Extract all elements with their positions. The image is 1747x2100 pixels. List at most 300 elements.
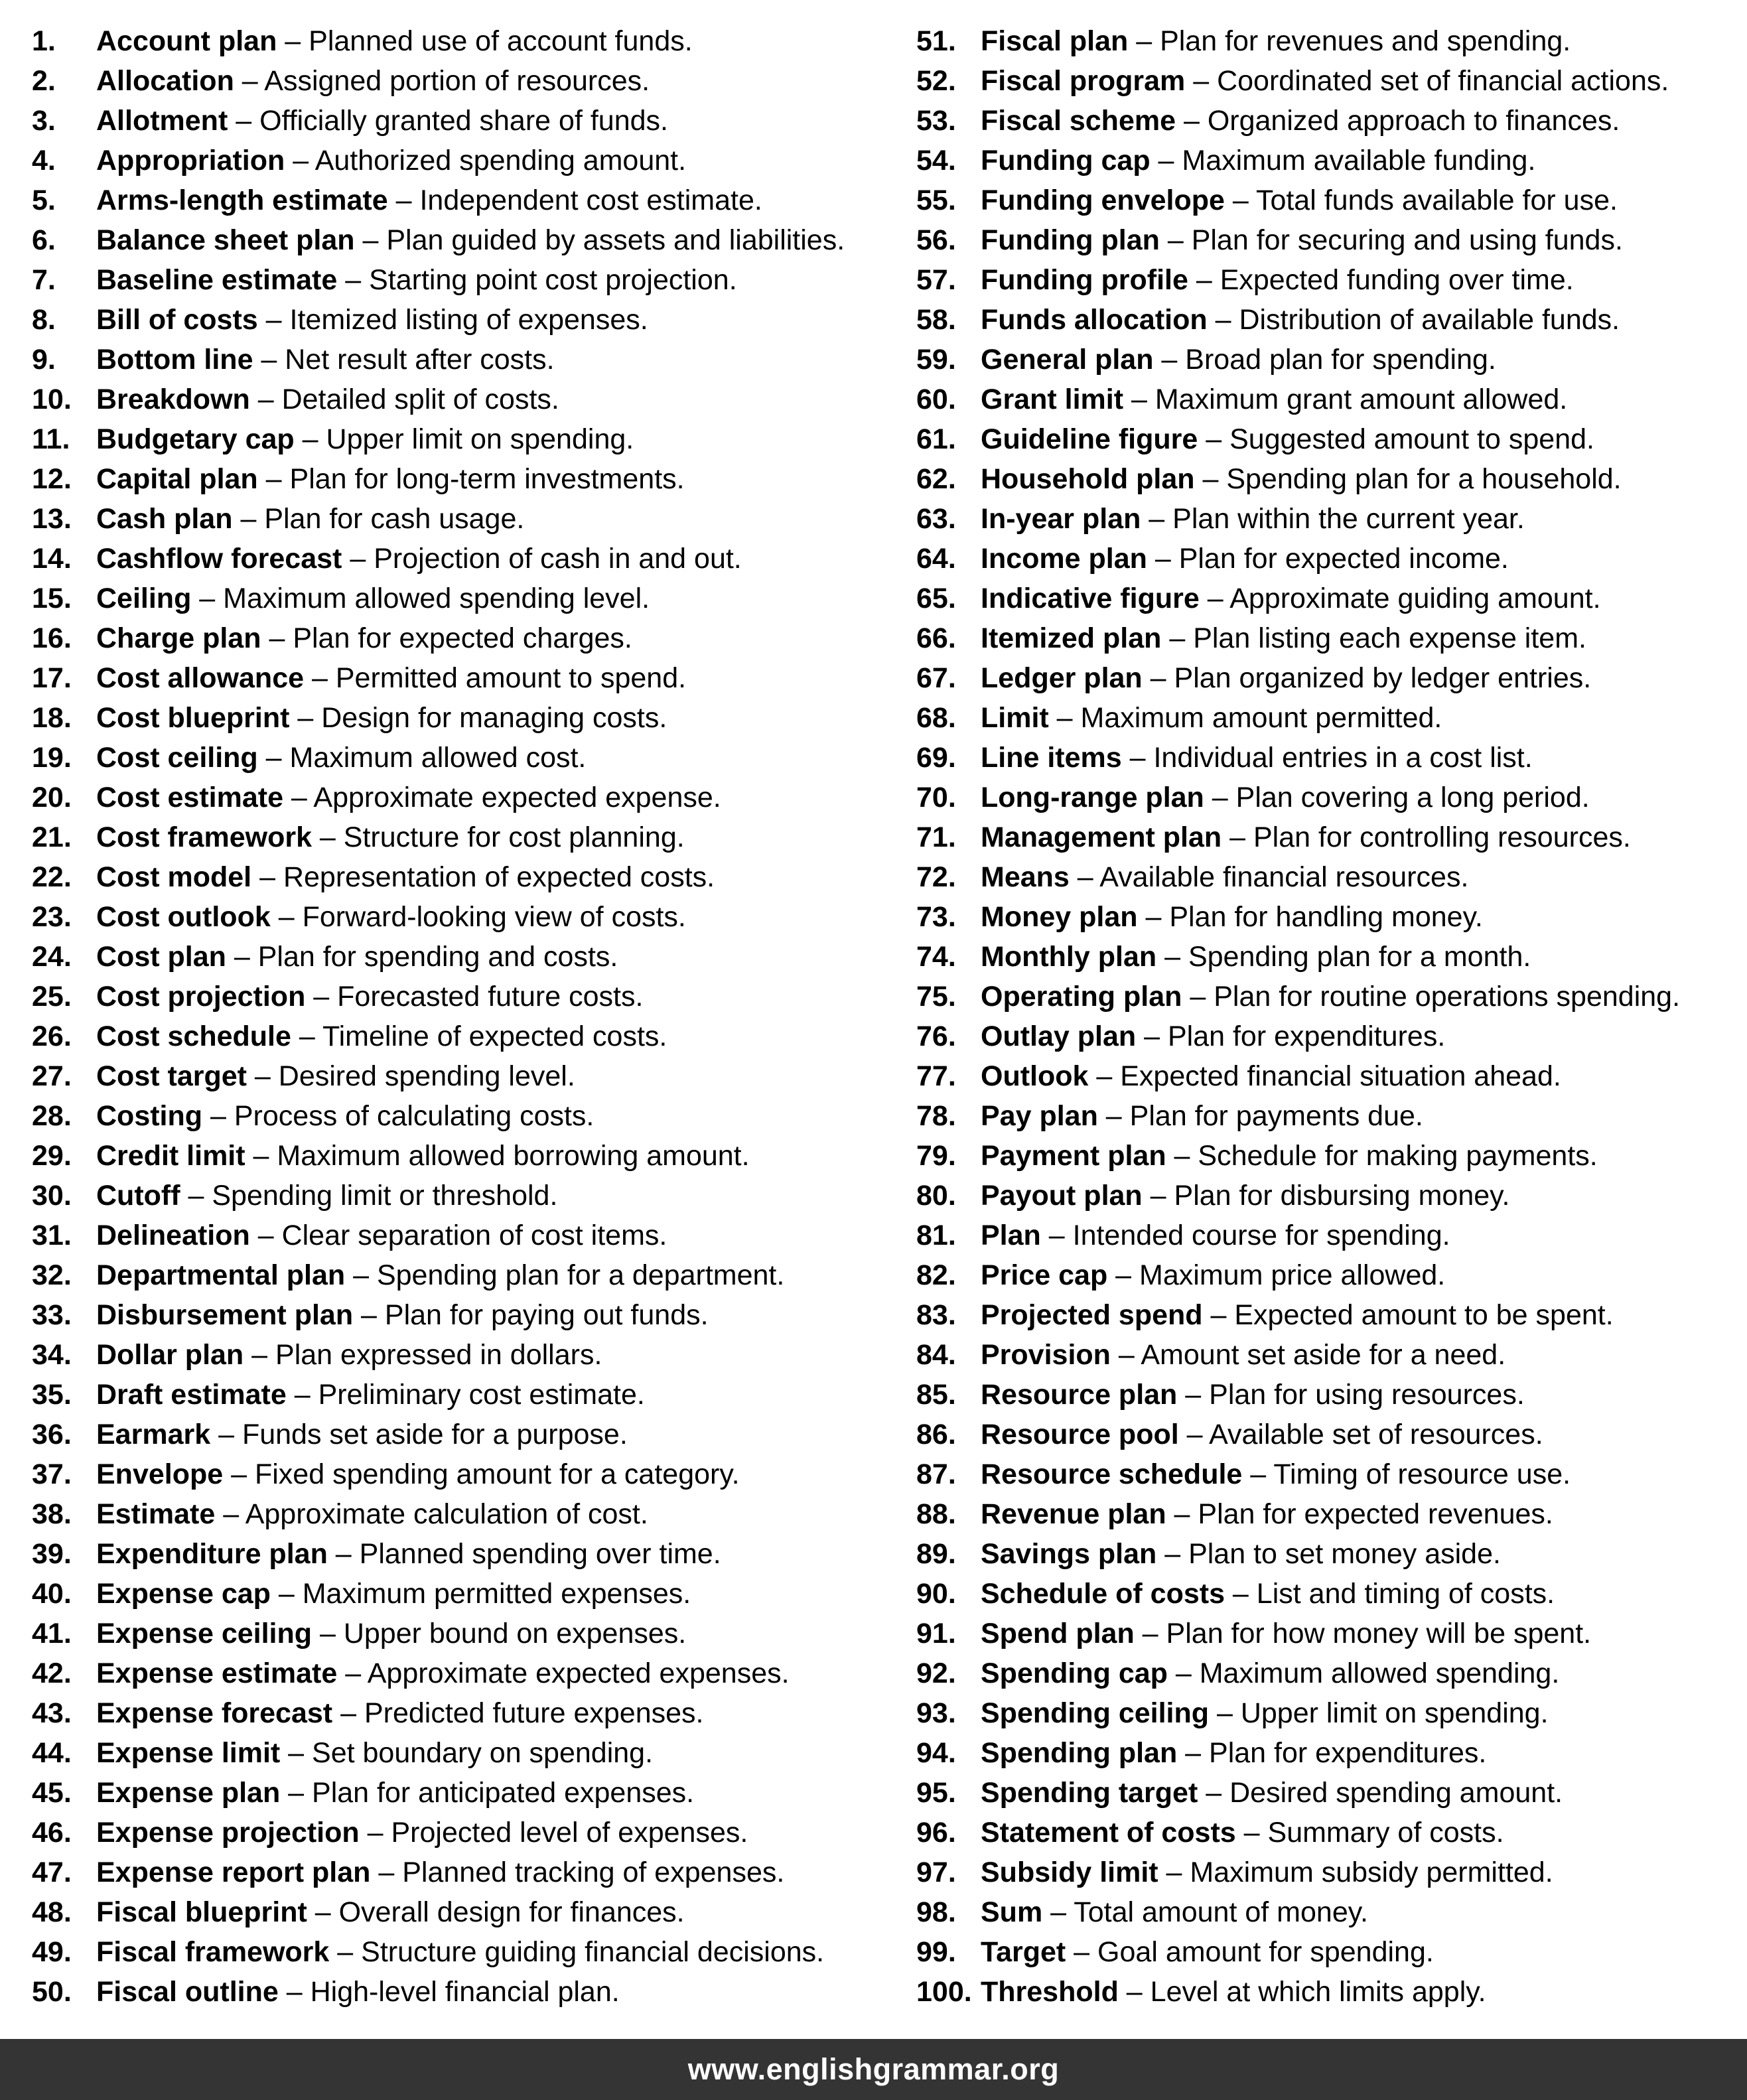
item-separator: – [1088, 1060, 1121, 1092]
item-separator: – [280, 1777, 313, 1809]
item-term: Sum [981, 1896, 1043, 1928]
item-text [981, 658, 1591, 698]
list-item [32, 1653, 873, 1693]
item-number: 94. [916, 1737, 956, 1769]
item-term: Draft estimate [96, 1379, 287, 1411]
item-text [96, 1932, 824, 1972]
list-item [32, 658, 873, 698]
item-definition: Coordinated set of financial actions. [1217, 65, 1669, 97]
item-number: 83. [916, 1299, 956, 1331]
item-separator: – [1097, 1100, 1130, 1132]
item-text [96, 1693, 703, 1733]
item-number: 9. [32, 344, 56, 376]
item-number: 85. [916, 1379, 956, 1411]
list-item [32, 459, 873, 499]
item-definition: Available set of resources. [1209, 1419, 1543, 1450]
item-definition: Process of calculating costs. [234, 1100, 594, 1132]
item-text [981, 459, 1622, 499]
item-term: Disbursement plan [96, 1299, 354, 1331]
item-definition: Plan for controlling resources. [1253, 821, 1631, 853]
item-term: Envelope [96, 1458, 224, 1490]
item-term: In-year plan [981, 503, 1141, 535]
list-item [32, 61, 873, 101]
item-number: 65. [916, 583, 956, 614]
item-separator: – [312, 1618, 344, 1649]
item-separator: – [1167, 1657, 1200, 1689]
item-text [96, 1534, 721, 1574]
item-separator: – [1207, 304, 1239, 336]
item-text [96, 419, 634, 459]
item-text [96, 658, 686, 698]
item-definition: Planned use of account funds. [309, 25, 693, 57]
item-definition: Design for managing costs. [321, 702, 667, 734]
item-term: Cost allowance [96, 662, 305, 694]
item-number: 20. [32, 782, 72, 813]
item-definition: Broad plan for spending. [1185, 344, 1496, 376]
item-separator: – [180, 1180, 212, 1212]
list-item [32, 579, 873, 618]
item-term: Arms-length estimate [96, 184, 388, 216]
item-text [981, 857, 1468, 897]
item-term: Household plan [981, 463, 1195, 495]
item-definition: Authorized spending amount. [314, 145, 687, 176]
item-definition: Level at which limits apply. [1150, 1976, 1486, 2008]
list-item [916, 101, 1747, 141]
item-separator: – [1147, 543, 1179, 575]
item-number: 39. [32, 1538, 72, 1570]
item-text [981, 21, 1571, 61]
list-item [32, 778, 873, 817]
item-separator: – [249, 1220, 282, 1251]
item-number: 50. [32, 1976, 72, 2008]
item-separator: – [232, 503, 265, 535]
item-separator: – [257, 463, 290, 495]
item-term: Funding cap [981, 145, 1151, 176]
list-item [916, 459, 1747, 499]
item-term: Resource pool [981, 1419, 1179, 1450]
item-text [96, 300, 648, 340]
item-number: 19. [32, 742, 72, 774]
item-definition: Plan for how money will be spent. [1166, 1618, 1592, 1649]
item-number: 63. [916, 503, 956, 535]
item-term: Subsidy limit [981, 1856, 1158, 1888]
item-definition: Spending limit or threshold. [212, 1180, 558, 1212]
item-term: Expense report plan [96, 1856, 371, 1888]
list-item [916, 1335, 1747, 1375]
item-number: 48. [32, 1896, 72, 1928]
item-separator: – [202, 1100, 234, 1132]
item-number: 35. [32, 1379, 72, 1411]
item-term: Line items [981, 742, 1122, 774]
item-separator: – [1224, 184, 1256, 216]
item-number: 28. [32, 1100, 72, 1132]
item-text [96, 220, 845, 260]
item-definition: Maximum available funding. [1182, 145, 1536, 176]
item-text [96, 618, 632, 658]
item-text [96, 778, 721, 817]
list-item [916, 698, 1747, 738]
item-definition: Overall design for finances. [338, 1896, 685, 1928]
item-text [96, 1335, 602, 1375]
item-separator: – [1158, 1856, 1190, 1888]
item-text [96, 1494, 648, 1534]
item-term: Balance sheet plan [96, 224, 355, 256]
item-term: Credit limit [96, 1140, 245, 1172]
item-number: 14. [32, 543, 72, 575]
item-number: 4. [32, 145, 56, 176]
item-text [96, 1176, 557, 1216]
item-text [96, 698, 667, 738]
item-definition: Fixed spending amount for a category. [254, 1458, 740, 1490]
list-item [32, 1415, 873, 1454]
item-number: 70. [916, 782, 956, 813]
item-text [981, 579, 1601, 618]
item-definition: Timeline of expected costs. [322, 1020, 667, 1052]
item-definition: Plan for disbursing money. [1174, 1180, 1510, 1212]
item-number: 100. [916, 1976, 972, 2008]
item-number: 13. [32, 503, 72, 535]
item-separator: – [307, 1896, 339, 1928]
item-definition: Plan for expected revenues. [1198, 1498, 1553, 1530]
item-number: 32. [32, 1259, 72, 1291]
item-term: Funding plan [981, 224, 1160, 256]
list-item [916, 1096, 1747, 1136]
item-text [981, 340, 1496, 380]
item-number: 7. [32, 264, 56, 296]
list-item [32, 1335, 873, 1375]
item-text [981, 1733, 1486, 1773]
item-term: Fiscal outline [96, 1976, 279, 2008]
item-term: Capital plan [96, 463, 258, 495]
item-term: Operating plan [981, 981, 1182, 1013]
item-number: 80. [916, 1180, 956, 1212]
item-term: Threshold [981, 1976, 1119, 2008]
item-separator: – [354, 224, 387, 256]
item-number: 95. [916, 1777, 956, 1809]
list-item [32, 539, 873, 579]
item-separator: – [1142, 1180, 1174, 1212]
item-separator: – [286, 1379, 318, 1411]
item-number: 59. [916, 344, 956, 376]
item-term: Limit [981, 702, 1049, 734]
item-text [96, 897, 686, 937]
item-term: Expense limit [96, 1737, 281, 1769]
item-term: Income plan [981, 543, 1147, 575]
item-term: Cost ceiling [96, 742, 258, 774]
item-separator: – [370, 1856, 403, 1888]
list-item [32, 1972, 873, 2012]
item-text [96, 977, 643, 1016]
item-number: 84. [916, 1339, 956, 1371]
item-text [981, 499, 1525, 539]
list-item [32, 419, 873, 459]
item-separator: – [1134, 1618, 1166, 1649]
item-definition: Plan for payments due. [1129, 1100, 1423, 1132]
item-separator: – [234, 65, 265, 97]
item-term: Expense projection [96, 1817, 360, 1849]
list-item [916, 260, 1747, 300]
list-item [916, 1056, 1747, 1096]
item-separator: – [283, 782, 314, 813]
item-term: Expense estimate [96, 1657, 338, 1689]
list-item [916, 1614, 1747, 1653]
item-text [96, 1096, 594, 1136]
item-text [96, 180, 762, 220]
item-text [96, 1016, 667, 1056]
item-definition: Goal amount for spending. [1097, 1936, 1434, 1968]
item-definition: Maximum allowed spending. [1199, 1657, 1560, 1689]
item-text [981, 698, 1442, 738]
list-item [916, 419, 1747, 459]
list-item [916, 380, 1747, 419]
item-separator: – [1185, 65, 1218, 97]
item-number: 75. [916, 981, 956, 1013]
list-item [32, 698, 873, 738]
item-definition: Detailed split of costs. [281, 384, 559, 415]
item-definition: Plan for using resources. [1209, 1379, 1525, 1411]
item-number: 76. [916, 1020, 956, 1052]
item-separator: – [278, 1976, 311, 2008]
item-definition: Plan to set money aside. [1188, 1538, 1501, 1570]
item-number: 10. [32, 384, 72, 415]
item-term: Breakdown [96, 384, 250, 415]
item-text [96, 1454, 740, 1494]
list-item [916, 1295, 1747, 1335]
item-number: 98. [916, 1896, 956, 1928]
item-term: Cost target [96, 1060, 247, 1092]
item-term: Outlay plan [981, 1020, 1137, 1052]
item-number: 34. [32, 1339, 72, 1371]
item-term: Fiscal program [981, 65, 1186, 97]
list-item [32, 1216, 873, 1255]
item-term: Funding profile [981, 264, 1188, 296]
item-number: 72. [916, 861, 956, 893]
item-definition: Amount set aside for a need. [1141, 1339, 1506, 1371]
item-term: General plan [981, 344, 1154, 376]
item-text [96, 1853, 784, 1892]
item-separator: – [1198, 1777, 1230, 1809]
item-number: 36. [32, 1419, 72, 1450]
item-separator: – [342, 543, 374, 575]
item-separator: – [1161, 622, 1194, 654]
item-term: Allocation [96, 65, 234, 97]
item-separator: – [1204, 782, 1236, 813]
item-separator: – [1209, 1697, 1241, 1729]
item-definition: Individual entries in a cost list. [1153, 742, 1533, 774]
item-definition: Distribution of available funds. [1239, 304, 1620, 336]
item-number: 56. [916, 224, 956, 256]
item-definition: Expected amount to be spent. [1234, 1299, 1614, 1331]
item-number: 29. [32, 1140, 72, 1172]
item-number: 51. [916, 25, 956, 57]
item-separator: – [1177, 1379, 1210, 1411]
item-number: 81. [916, 1220, 956, 1251]
list-item [916, 180, 1747, 220]
item-separator: – [329, 1936, 362, 1968]
list-item [32, 260, 873, 300]
list-item [916, 21, 1747, 61]
item-number: 27. [32, 1060, 72, 1092]
list-item [916, 1972, 1747, 2012]
item-separator: – [245, 1140, 277, 1172]
item-definition: Permitted amount to spend. [335, 662, 687, 694]
item-text [981, 61, 1669, 101]
item-number: 24. [32, 941, 72, 973]
item-separator: – [251, 861, 283, 893]
item-separator: – [1177, 1737, 1210, 1769]
item-term: Bottom line [96, 344, 253, 376]
item-definition: Approximate guiding amount. [1229, 583, 1601, 614]
item-number: 82. [916, 1259, 956, 1291]
item-definition: Set boundary on spending. [312, 1737, 654, 1769]
item-definition: High-level financial plan. [310, 1976, 620, 2008]
item-definition: Maximum price allowed. [1139, 1259, 1446, 1291]
item-number: 58. [916, 304, 956, 336]
item-definition: Plan for expected income. [1178, 543, 1509, 575]
item-definition: Plan for expected charges. [293, 622, 632, 654]
item-number: 47. [32, 1856, 72, 1888]
list-item [32, 817, 873, 857]
item-number: 71. [916, 821, 956, 853]
item-term: Money plan [981, 901, 1138, 933]
item-text [981, 220, 1623, 260]
item-definition: Assigned portion of resources. [264, 65, 650, 97]
list-item [32, 857, 873, 897]
item-separator: – [387, 184, 420, 216]
item-text [981, 1295, 1614, 1335]
item-separator: – [359, 1817, 391, 1849]
list-item [916, 1892, 1747, 1932]
list-item [916, 1415, 1747, 1454]
item-definition: Maximum amount permitted. [1080, 702, 1442, 734]
item-number: 40. [32, 1578, 72, 1610]
item-number: 23. [32, 901, 72, 933]
item-number: 52. [916, 65, 956, 97]
list-item [32, 1892, 873, 1932]
item-separator: – [1040, 1220, 1073, 1251]
item-text [96, 1614, 686, 1653]
item-text [96, 1255, 784, 1295]
item-separator: – [337, 1657, 368, 1689]
list-item [32, 1693, 873, 1733]
item-separator: – [1136, 1020, 1168, 1052]
item-separator: – [1110, 1339, 1141, 1371]
item-number: 16. [32, 622, 72, 654]
item-text [981, 1176, 1509, 1216]
item-definition: Funds set aside for a purpose. [242, 1419, 628, 1450]
item-term: Expense cap [96, 1578, 271, 1610]
item-text [96, 1216, 667, 1255]
item-number: 93. [916, 1697, 956, 1729]
list-item [32, 1136, 873, 1176]
item-term: Cost framework [96, 821, 312, 853]
item-term: Projected spend [981, 1299, 1203, 1331]
item-term: Cost outlook [96, 901, 271, 933]
item-number: 37. [32, 1458, 72, 1490]
item-separator: – [1123, 384, 1155, 415]
item-separator: – [1199, 583, 1230, 614]
item-definition: Maximum grant amount allowed. [1154, 384, 1568, 415]
list-item [32, 738, 873, 778]
item-number: 55. [916, 184, 956, 216]
list-item [916, 738, 1747, 778]
item-separator: – [1118, 1976, 1151, 2008]
list-item [32, 1773, 873, 1813]
item-term: Cost estimate [96, 782, 283, 813]
item-definition: Planned spending over time. [359, 1538, 721, 1570]
item-text [981, 419, 1594, 459]
item-number: 91. [916, 1618, 956, 1649]
item-term: Guideline figure [981, 423, 1198, 455]
item-text [981, 300, 1620, 340]
item-term: Spend plan [981, 1618, 1135, 1649]
item-separator: – [226, 941, 258, 973]
list-item [32, 180, 873, 220]
item-definition: Plan for paying out funds. [384, 1299, 709, 1331]
item-separator: – [1128, 25, 1160, 57]
item-number: 33. [32, 1299, 72, 1331]
item-definition: Maximum allowed spending level. [223, 583, 650, 614]
item-text [981, 1494, 1553, 1534]
item-term: Ledger plan [981, 662, 1143, 694]
item-separator: – [327, 1538, 360, 1570]
item-term: Funding envelope [981, 184, 1225, 216]
item-separator: – [332, 1697, 364, 1729]
item-definition: Plan for securing and using funds. [1191, 224, 1623, 256]
item-term: Cost blueprint [96, 702, 290, 734]
item-text [981, 539, 1509, 579]
item-separator: – [215, 1498, 245, 1530]
item-separator: – [289, 702, 322, 734]
list-item [32, 1096, 873, 1136]
item-text [981, 1415, 1543, 1454]
item-separator: – [257, 742, 290, 774]
item-definition: Independent cost estimate. [419, 184, 762, 216]
item-text [96, 857, 715, 897]
item-definition: Spending plan for a household. [1226, 463, 1622, 495]
list-item [32, 1375, 873, 1415]
item-term: Resource schedule [981, 1458, 1243, 1490]
item-separator: – [244, 1339, 276, 1371]
item-text [96, 539, 742, 579]
item-number: 11. [32, 423, 70, 455]
item-term: Provision [981, 1339, 1111, 1371]
item-separator: – [1194, 463, 1227, 495]
item-number: 77. [916, 1060, 956, 1092]
item-text [981, 1056, 1561, 1096]
item-term: Cost projection [96, 981, 306, 1013]
item-definition: Approximate expected expenses. [367, 1657, 790, 1689]
item-number: 46. [32, 1817, 72, 1849]
item-term: Expense forecast [96, 1697, 333, 1729]
footer-bar [0, 2039, 1747, 2100]
item-separator: – [1188, 264, 1220, 296]
item-definition: Net result after costs. [285, 344, 555, 376]
item-text [981, 1853, 1553, 1892]
item-number: 78. [916, 1100, 956, 1132]
item-text [96, 1415, 628, 1454]
item-number: 97. [916, 1856, 956, 1888]
item-term: Fiscal scheme [981, 105, 1176, 137]
list-item [32, 220, 873, 260]
item-text [981, 1096, 1423, 1136]
list-item [916, 1773, 1747, 1813]
item-term: Funds allocation [981, 304, 1208, 336]
item-definition: Maximum permitted expenses. [302, 1578, 691, 1610]
list-item [916, 1534, 1747, 1574]
item-number: 74. [916, 941, 956, 973]
list-item [916, 300, 1747, 340]
